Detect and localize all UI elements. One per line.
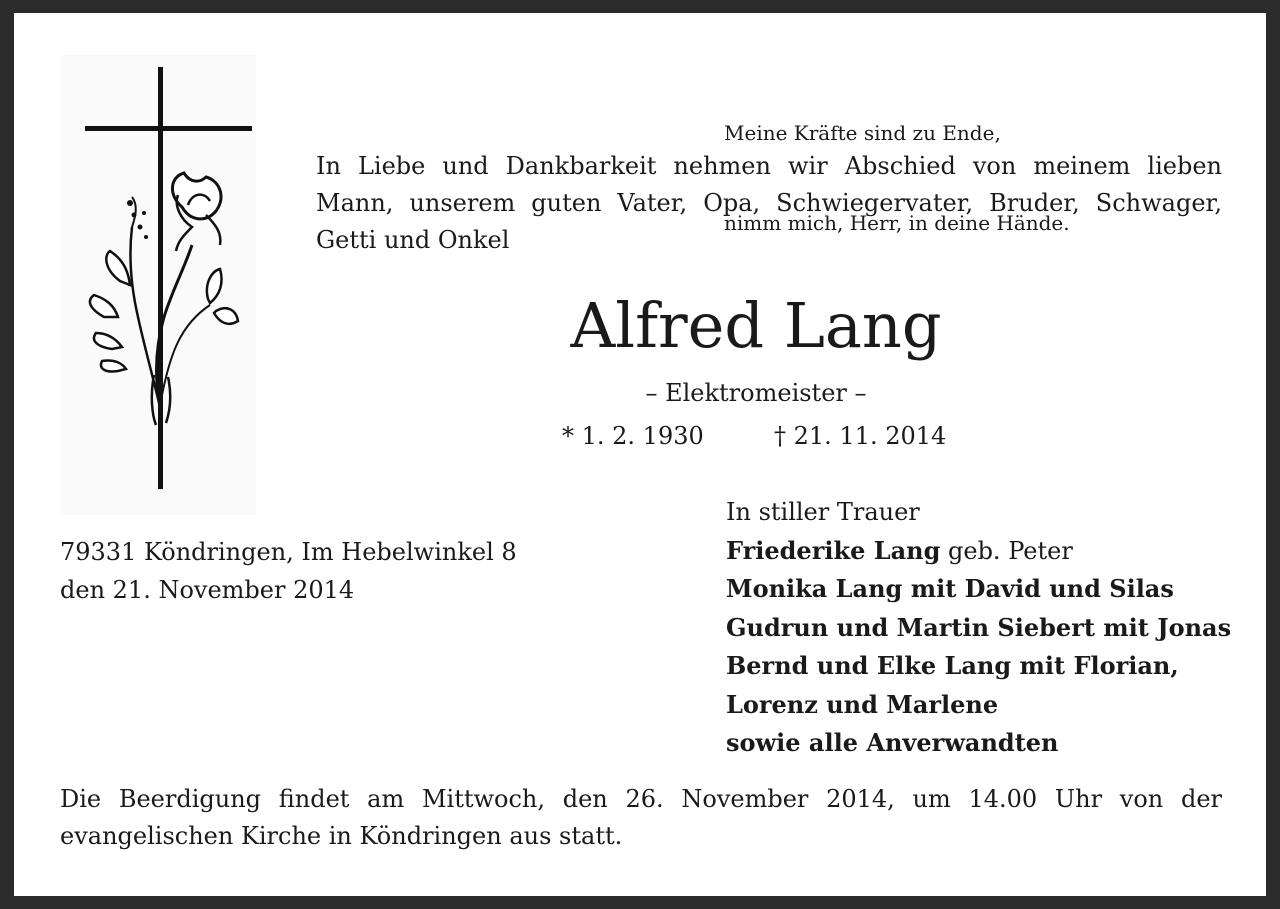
date-line: den 21. November 2014	[60, 576, 355, 604]
mourner-line: Bernd und Elke Lang mit Florian,	[726, 651, 1179, 680]
birth-date: * 1. 2. 1930	[562, 422, 704, 450]
mourner-line	[726, 532, 1231, 571]
mourner-line: sowie alle Anverwandten	[726, 728, 1059, 757]
cross-with-rose-icon	[60, 55, 256, 515]
quote-line-2: nimm mich, Herr, in deine Hände.	[724, 211, 1070, 235]
obituary-notice	[14, 13, 1266, 896]
deceased-profession: – Elektromeister –	[645, 379, 867, 407]
mourner-suffix: geb. Peter	[940, 536, 1073, 565]
quote-line-1: Meine Kräfte sind zu Ende,	[724, 121, 1001, 145]
address-block	[60, 533, 517, 609]
mourners-block	[726, 493, 1231, 763]
mourner-line: Lorenz und Marlene	[726, 689, 999, 719]
address-line: 79331 Köndringen, Im Hebelwinkel 8	[60, 538, 517, 566]
mourner-line: Gudrun und Martin Siebert mit Jonas	[726, 612, 1232, 642]
funeral-info: Die Beerdigung findet am Mittwoch, den 26. November 2014, um 14.00 Uhr von der evangelischen Kirche in Köndringen aus statt.	[60, 785, 1222, 850]
mourner-line: Monika Lang mit David und Silas	[726, 574, 1174, 603]
mourner-name: Friederike Lang	[726, 535, 941, 565]
mourners-heading: In stiller Trauer	[726, 498, 920, 526]
death-date: † 21. 11. 2014	[774, 422, 947, 450]
deceased-name: Alfred Lang	[570, 289, 942, 362]
intro-text: In Liebe und Dankbarkeit nehmen wir Abschied von meinem lieben Mann, unserem guten Vater, Opa, Schwiegervater, Bruder, Schwager, Getti und Onkel	[316, 152, 1222, 254]
